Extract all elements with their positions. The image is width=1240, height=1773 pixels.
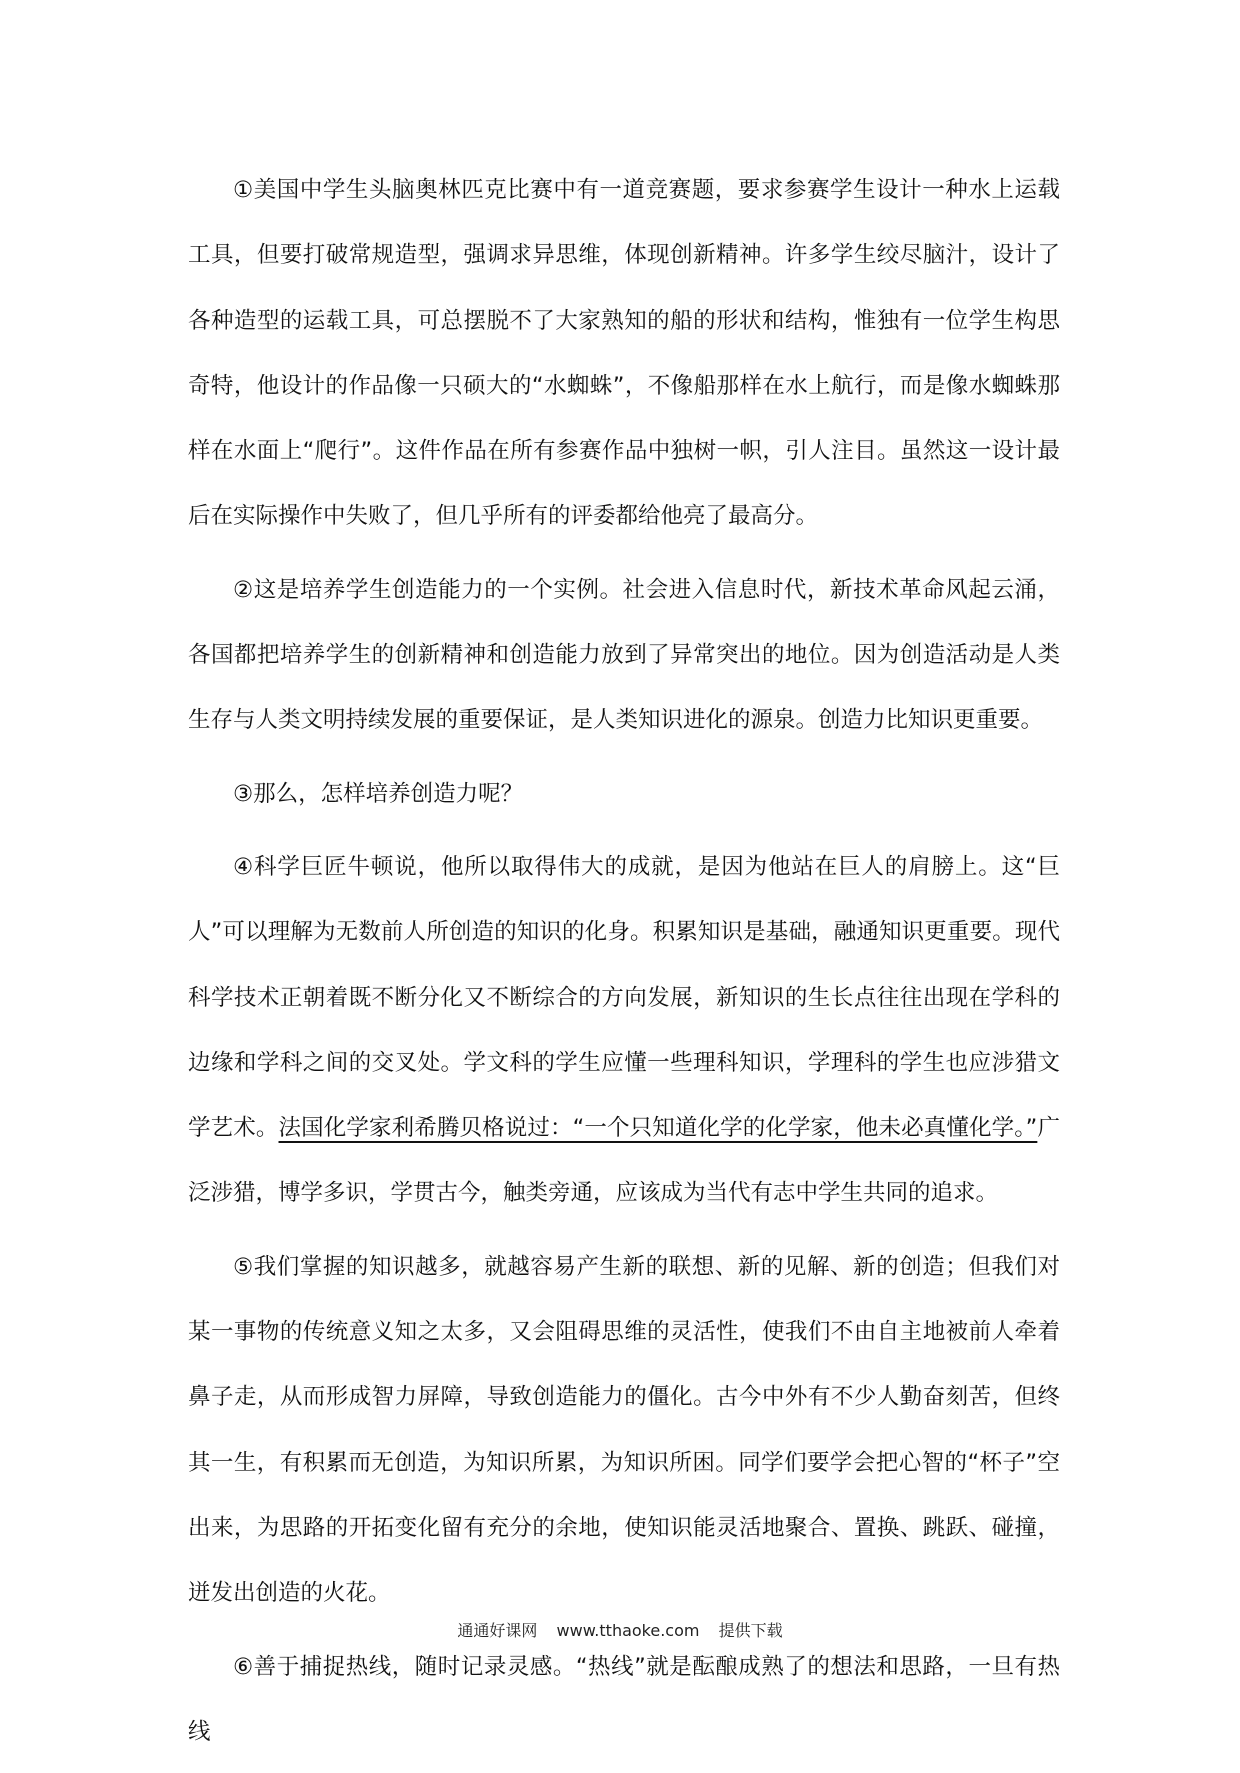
page-footer: [0, 1618, 1240, 1641]
paragraph-2: ②这是培养学生创造能力的一个实例。社会进入信息时代，新技术革命风起云涌，各国都把培养学生的创新精神和创造能力放到了异常突出的地位。因为创造活动是人类生存与人类文明持续发展的重要保证，是人类知识进化的源泉。创造力比知识更重要。: [188, 576, 1060, 734]
paragraph-5: ⑤我们掌握的知识越多，就越容易产生新的联想、新的见解、新的创造；但我们对某一事物的传统意义知之太多，又会阻碍思维的灵活性，使我们不由自主地被前人牵着鼻子走，从而形成智力屏障，导致创造能力的僵化。古今中外有不少人勤奋刻苦，但终其一生，有积累而无创造，为知识所累，为知识所困。同学们要学会把心智的“杯子”空出来，为思路的开拓变化留有充分的余地，使知识能灵活地聚合、置换、跳跃、碰撞，迸发出创造的火花。: [188, 1253, 1060, 1607]
paragraph-4: [188, 835, 1060, 1227]
article-body: [188, 158, 1060, 1773]
footer-tagline: 提供下载: [718, 1621, 783, 1640]
paragraph-1: ①美国中学生头脑奥林匹克比赛中有一道竞赛题，要求参赛学生设计一种水上运载工具，但要打破常规造型，强调求异思维，体现创新精神。许多学生绞尽脑汁，设计了各种造型的运载工具，可总摆脱不了大家熟知的船的形状和结构，惟独有一位学生构思奇特，他设计的作品像一只硕大的“水蜘蛛”，不像船那样在水上航行，而是像水蜘蛛那样在水面上“爬行”。这件作品在所有参赛作品中独树一帜，引人注目。虽然这一设计最后在实际操作中失败了，但几乎所有的评委都给他亮了最高分。: [188, 177, 1060, 530]
paragraph-4-text-after: 广泛涉猎，博学多识，学贯古今，触类旁通，应该成为当代有志中学生共同的追求。: [188, 1115, 1060, 1207]
paragraph-3: ③那么，怎样培养创造力呢？: [233, 780, 524, 807]
footer-url: www.tthaoke.com: [556, 1621, 700, 1640]
underlined-quote: 法国化学家利希腾贝格说过：“一个只知道化学的化学家，他未必真懂化学。”: [278, 1115, 1038, 1142]
paragraph-6: ⑥善于捕捉热线，随时记录灵感。“热线”就是酝酿成熟了的想法和思路，一旦有热线: [188, 1653, 1060, 1745]
paragraph-4-text-before: ④科学巨匠牛顿说，他所以取得伟大的成就，是因为他站在巨人的肩膀上。这“巨人”可以理解为无数前人所创造的知识的化身。积累知识是基础，融通知识更重要。现代科学技术正朝着既不断分化又不断综合的方向发展，新知识的生长点往往出现在学科的边缘和学科之间的交叉处。学文科的学生应懂一些理科知识，学理科的学生也应涉猎文学艺术。: [188, 853, 1060, 1142]
footer-site-name: 通通好课网: [457, 1621, 538, 1640]
